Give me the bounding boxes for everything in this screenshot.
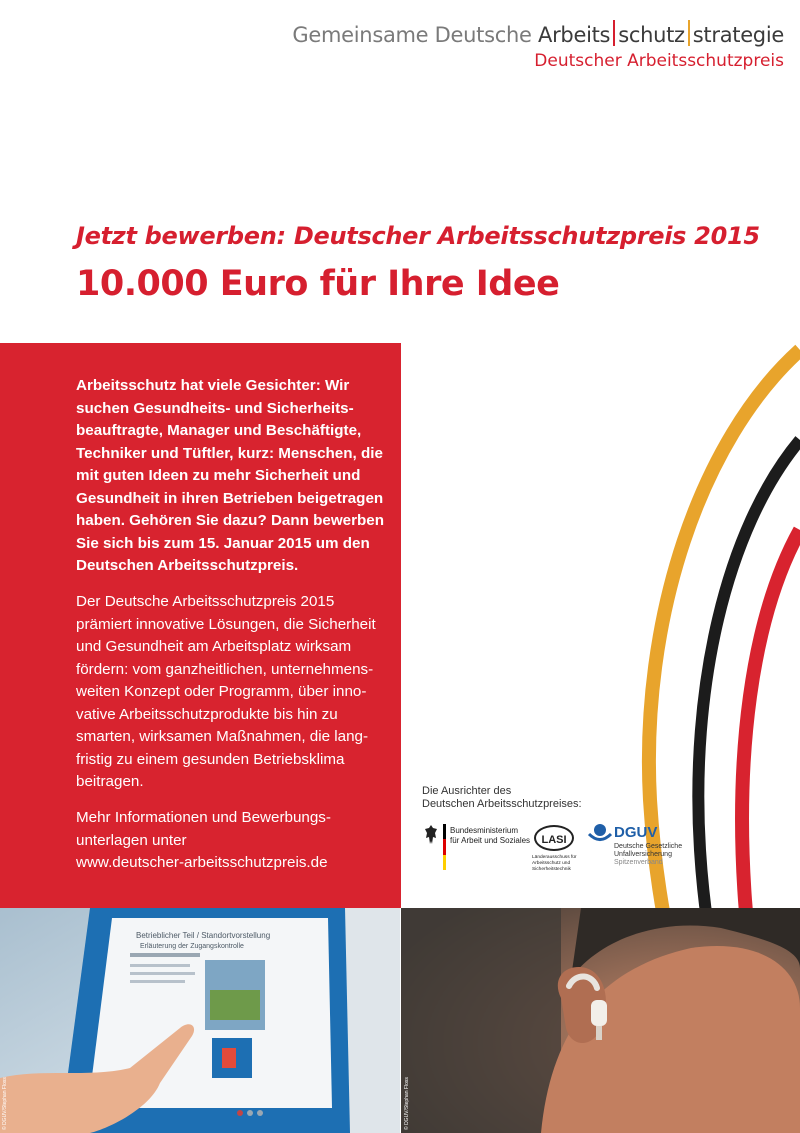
brand-bar-red: [613, 20, 615, 46]
eagle-icon: [424, 824, 438, 846]
brand-title-part4: strategie: [692, 23, 784, 47]
brand-bar-gold: [688, 20, 690, 46]
dguv-line1: Deutsche Gesetzliche: [614, 843, 683, 850]
touchscreen-photo: [0, 908, 400, 1133]
right-photo-credit: © DGUV/Stephan Floss: [404, 1077, 410, 1130]
info-text: Mehr Informationen und Bewerbungsunterlagen unter: [76, 809, 331, 849]
dguv-mark-icon: [588, 823, 612, 843]
headline-title: 10.000 Euro für Ihre Idee: [76, 264, 560, 304]
dguv-line2: Unfallversicherung: [614, 851, 672, 858]
bmas-text: [450, 826, 530, 846]
screen-title-line1: Betrieblicher Teil / Standortvorstellung: [136, 931, 271, 940]
dguv-logo: [588, 823, 698, 871]
german-flag-icon: [443, 824, 446, 870]
bmas-line2: für Arbeit und Soziales: [450, 836, 531, 845]
description-paragraph: Der Deutsche Arbeitsschutzpreis 2015 prämiert innovative Lösungen, die Sicherheit und Gesundheit am Arbeitsplatz wirksam fördern: vom ganzheitlichen, unternehmensweiten Konzept oder Programm, über innovative Arbeitsschutzprodukte bis hin zu smarten, wirksamen Maßnahmen, die langfristig zu einem gesunden Betriebsklima beitragen.: [76, 593, 376, 790]
red-content-box: [0, 343, 401, 908]
info-paragraph: [76, 807, 396, 875]
hearing-protection-photo: [401, 908, 800, 1133]
lasi-line2: Arbeitsschutz und: [532, 861, 571, 866]
organizers-heading-line2: Deutschen Arbeitsschutzpreises:: [422, 798, 582, 810]
lasi-mark: LASI: [534, 825, 574, 851]
organizers-heading-line1: Die Ausrichter des: [422, 785, 512, 797]
info-url-link[interactable]: www.deutscher-arbeitsschutzpreis.de: [76, 854, 328, 871]
brand-title-part2: Arbeits: [538, 23, 611, 47]
lasi-line3: Sicherheitstechnik: [532, 867, 571, 872]
dguv-name: DGUV: [614, 824, 658, 841]
left-photo-credit: © DGUV/Stephan Floss: [2, 1077, 8, 1130]
screen-title-line2: Erläuterung der Zugangskontrolle: [140, 943, 244, 950]
dguv-text: [614, 843, 682, 867]
brand-title: [292, 20, 784, 47]
touchscreen-illustration: [0, 908, 400, 1133]
lasi-logo: [530, 825, 596, 873]
bmas-logo: [424, 824, 531, 872]
brand-title-part3: schutz: [618, 23, 685, 47]
lasi-line1: Länderausschuss für: [532, 855, 577, 860]
headline-subtitle: Jetzt bewerben: Deutscher Arbeitsschutzpreis 2015: [76, 222, 760, 250]
bmas-line1: Bundesministerium: [450, 826, 519, 835]
dguv-line3: Spitzenverband: [614, 859, 663, 866]
brand-header: [292, 20, 784, 71]
organizers-heading: [422, 785, 582, 811]
hearing-protection-illustration: [401, 908, 800, 1133]
intro-paragraph: Arbeitsschutz hat viele Gesichter: Wir suchen Gesundheits- und Sicherheitsbeauftragte, Manager und Beschäftigte, Techniker und Tüftler, kurz: Menschen, die mit guten Ideen zu mehr Sicherheit und Gesundheit in ihren Betrieben beigetragen haben. Gehören Sie dazu? Dann bewerben Sie sich bis zum 15. Januar 2015 um den Deutschen Arbeitsschutzpreis.: [76, 377, 385, 574]
lasi-text: [532, 855, 577, 873]
brand-title-part1: Gemeinsame Deutsche: [292, 23, 532, 47]
brand-subtitle: Deutscher Arbeitsschutzpreis: [534, 51, 784, 71]
